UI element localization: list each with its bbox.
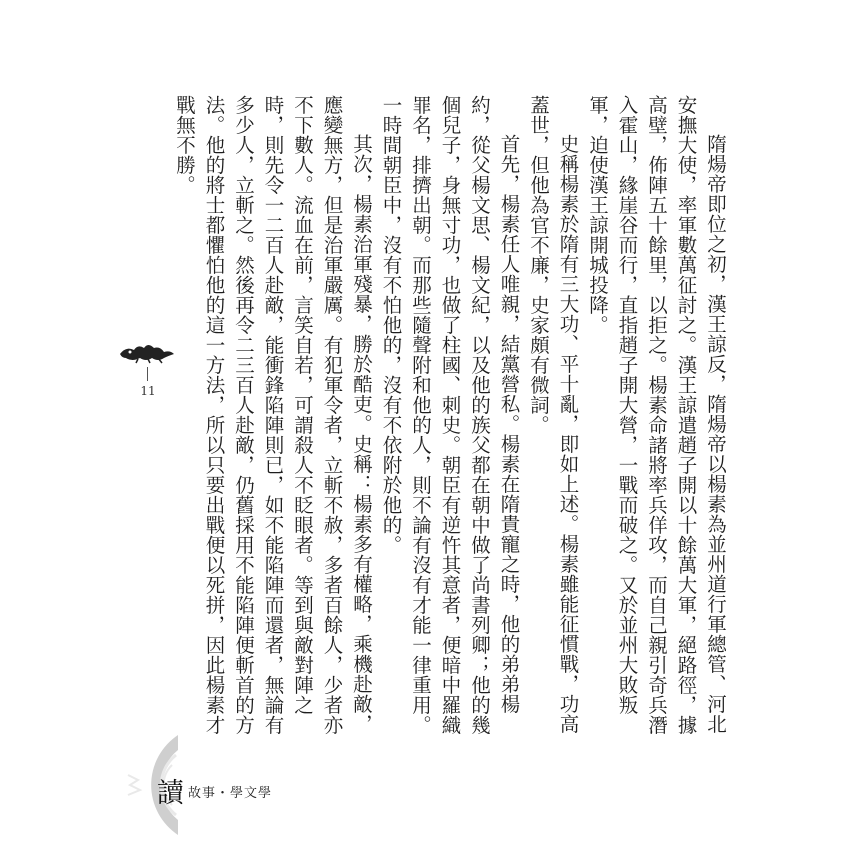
series-title-text: 故事・學文學 [188,786,273,801]
series-title-big-char: 讀 [157,778,184,809]
dragon-ornament-icon [118,340,176,364]
page-number: 11 [140,384,156,398]
paragraph-4: 其次，楊素治軍殘暴，勝於酷吏。史稱：楊素多有權略，乘機赴敵，應變無方，但是治軍嚴厲。有犯軍令者，立斬不赦，多者百餘人，少者亦不下數人。流血在前，言笑自若，可謂殺人不眨眼者。等到與敵對陣之時，則先令一二百人赴敵，能衝鋒陷陣則已，如不能陷陣而還者，無論有多少人，立斬之。然後再令二三百人赴敵，仍舊採用不能陷陣便斬首的方法。他的將士都懼怕他的這一方法，所以只要出戰便以死拼，因此楊素才戰無不勝。 [173,95,373,735]
body-text [173,95,730,735]
paragraph-1: 隋煬帝即位之初，漢王諒反，隋煬帝以楊素為並州道行軍總管、河北安撫大使，率軍數萬征討之。漢王諒遣趙子開以十餘萬大軍，絕路徑，據高壁，佈陣五十餘里，以拒之。楊素命諸將率兵佯攻，而自己親引奇兵潛入霍山，緣崖谷而行，直指趙子開大營，一戰而破之。又於並州大敗叛軍，迫使漢王諒開城投降。 [586,95,727,735]
page-number-rule [147,367,148,381]
book-series-title [157,780,272,808]
paragraph-2: 史稱楊素於隋有三大功、平十亂，即如上述。楊素雖能征慣戰，功高蓋世，但他為官不廉，史家頗有微詞。 [527,95,580,734]
paragraph-3: 首先，楊素任人唯親，結黨營私。楊素在隋貴寵之時，他的弟弟楊約，從父楊文思、楊文紀，以及他的族父都在朝中做了尚書列卿；他的幾個兒子，身無寸功，也做了柱國、刺史。朝臣有逆忤其意者，便暗中羅織罪名，排擠出朝。而那些隨聲附和他的人，則不論有沒有才能一律重用。一時間朝臣中，沒有不怕他的，沒有不依附於他的。 [379,95,521,735]
